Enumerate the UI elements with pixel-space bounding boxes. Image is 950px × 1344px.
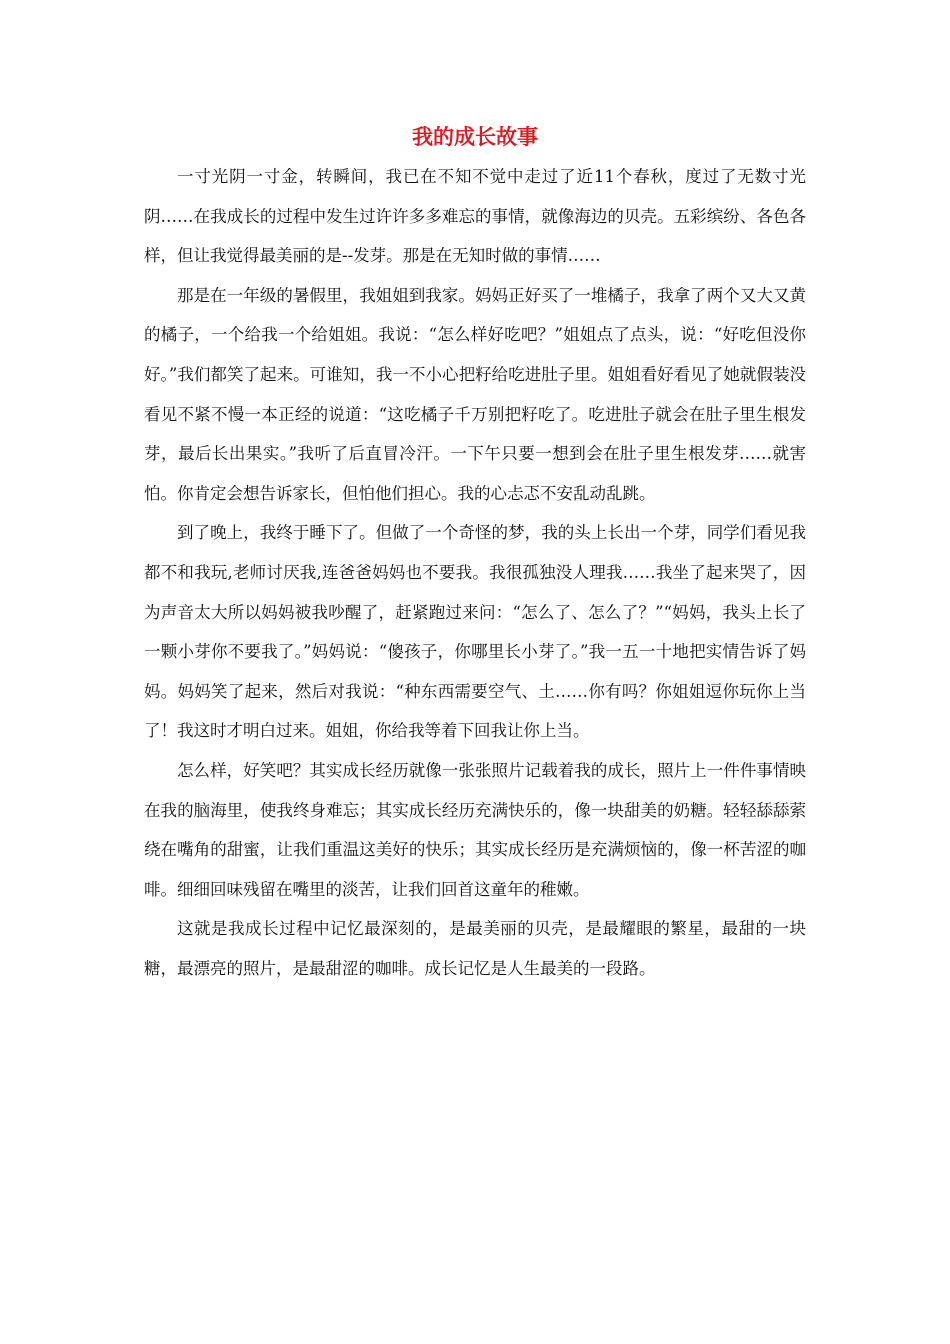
paragraph-3: 到了晚上，我终于睡下了。但做了一个奇怪的梦，我的头上长出一个芽，同学们看见我都不和我玩,老师讨厌我,连爸爸妈妈也不要我。我很孤独没人理我……我坐了起来哭了，因为声音太大所以妈妈被我吵醒了，赶紧跑过来问：“怎么了、怎么了？”“妈妈，我头上长了一颗小芽你不要我了。”妈妈说：“傻孩子，你哪里长小芽了。”我一五一十地把实情告诉了妈妈。妈妈笑了起来，然后对我说：“种东西需要空气、土……你有吗？你姐姐逗你玩你上当了！我这时才明白过来。姐姐，你给我等着下回我让你上当。 [144, 523, 806, 741]
paragraph-2: 那是在一年级的暑假里，我姐姐到我家。妈妈正好买了一堆橘子，我拿了两个又大又黄的橘子，一个给我一个给姐姐。我说：“怎么样好吃吧？”姐姐点了点头，说：“好吃但没你好。”我们都笑了起来。可谁知，我一不小心把籽给吃进肚子里。姐姐看好看见了她就假装没看见不紧不慢一本正经的说道：“这吃橘子千万别把籽吃了。吃进肚子就会在肚子里生根发芽，最后长出果实。”我听了后直冒冷汗。一下午只要一想到会在肚子里生根发芽……就害怕。你肯定会想告诉家长，但怕他们担心。我的心忐忑不安乱动乱跳。 [144, 285, 806, 503]
paragraph-4: 怎么样，好笑吧？其实成长经历就像一张张照片记载着我的成长，照片上一件件事情映在我的脑海里，使我终身难忘；其实成长经历充满快乐的，像一块甜美的奶糖。轻轻舔舔萦绕在嘴角的甜蜜，让我们重温这美好的快乐；其实成长经历是充满烦恼的，像一杯苦涩的咖啡。细细回味残留在嘴里的淡苦，让我们回首这童年的稚嫩。 [144, 760, 806, 899]
document-title: 我的成长故事 [412, 124, 538, 149]
paragraph-5: 这就是我成长过程中记忆最深刻的，是最美丽的贝壳，是最耀眼的繁星，最甜的一块糖，最漂亮的照片，是最甜涩的咖啡。成长记忆是人生最美的一段路。 [144, 919, 806, 978]
document-body [144, 157, 806, 988]
paragraph-1: 一寸光阴一寸金，转瞬间，我已在不知不觉中走过了近11个春秋，度过了无数寸光阴……在我成长的过程中发生过许许多多难忘的事情，就像海边的贝壳。五彩缤纷、各色各样，但让我觉得最美丽的是--发芽。那是在无知时做的事情…… [144, 167, 806, 266]
